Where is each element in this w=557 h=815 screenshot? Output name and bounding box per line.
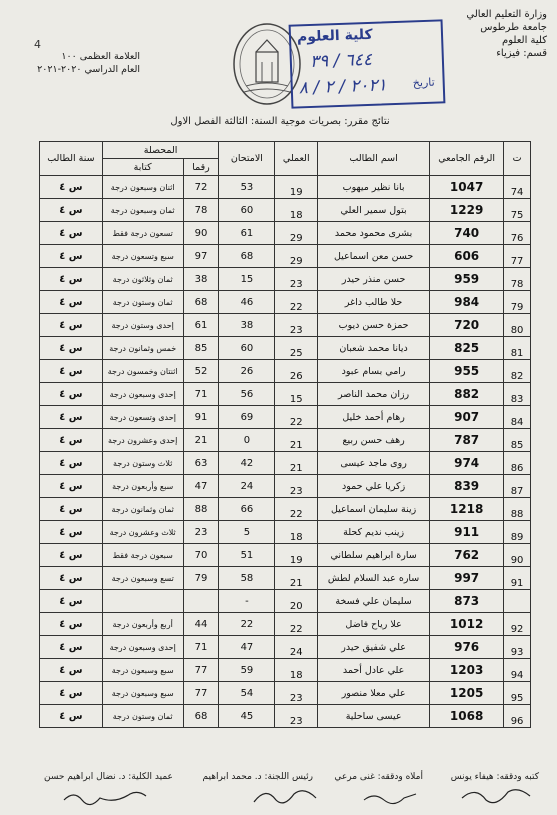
student-year: س ٤ <box>40 590 103 613</box>
academic-year: العام الدراسي ٢٠٢٠-٢٠٢١ <box>37 64 140 75</box>
total-words: ثمان وستون درجة <box>102 291 183 314</box>
practical-mark: 15 <box>275 383 318 406</box>
row-index: 77 <box>504 245 531 268</box>
practical-mark: 23 <box>275 268 318 291</box>
exam-mark: 51 <box>219 544 275 567</box>
university-id: 984 <box>430 291 504 314</box>
table-row <box>40 452 531 475</box>
row-index: 81 <box>504 337 531 360</box>
table-row <box>40 406 531 429</box>
student-name: رهام أحمد خليل <box>318 406 430 429</box>
header-index: ت <box>504 142 531 176</box>
row-index: 84 <box>504 406 531 429</box>
practical-mark: 21 <box>275 429 318 452</box>
university-id: 720 <box>430 314 504 337</box>
total-digits: 71 <box>183 383 219 406</box>
practical-mark: 23 <box>275 705 318 728</box>
table-row <box>40 429 531 452</box>
practical-mark: 29 <box>275 245 318 268</box>
university-id: 911 <box>430 521 504 544</box>
writer-signature-icon <box>456 784 536 810</box>
student-name: زينة سليمان اسماعيل <box>318 498 430 521</box>
results-table <box>39 141 531 728</box>
university-id: 740 <box>430 222 504 245</box>
student-year: س ٤ <box>40 406 103 429</box>
university-id: 974 <box>430 452 504 475</box>
university-id: 606 <box>430 245 504 268</box>
table-row <box>40 521 531 544</box>
row-index: 86 <box>504 452 531 475</box>
registration-stamp <box>289 19 446 108</box>
student-year: س ٤ <box>40 521 103 544</box>
total-digits: 68 <box>183 291 219 314</box>
committee-signature-icon <box>250 784 320 810</box>
header-student-year: سنة الطالب <box>40 142 103 176</box>
exam-mark: 54 <box>219 682 275 705</box>
total-digits: 52 <box>183 360 219 383</box>
student-year: س ٤ <box>40 268 103 291</box>
footer-committee-head: رئيس اللجنة: د. محمد ابراهيم <box>202 772 313 782</box>
practical-mark: 29 <box>275 222 318 245</box>
student-name: زينب نديم كحلة <box>318 521 430 544</box>
footer-written-by: كتبه ودققه: هيفاء يونس <box>450 772 539 782</box>
stamp-title: كلية العلوم <box>296 26 373 46</box>
university-id: 976 <box>430 636 504 659</box>
total-digits: 90 <box>183 222 219 245</box>
student-year: س ٤ <box>40 613 103 636</box>
table-row <box>40 682 531 705</box>
table-row <box>40 475 531 498</box>
student-year: س ٤ <box>40 291 103 314</box>
total-digits: 68 <box>183 705 219 728</box>
student-name: بانا نظير ميهوب <box>318 176 430 199</box>
student-year: س ٤ <box>40 337 103 360</box>
practical-mark: 18 <box>275 659 318 682</box>
exam-mark: 15 <box>219 268 275 291</box>
student-name: ساره عبد السلام لطش <box>318 567 430 590</box>
student-year: س ٤ <box>40 383 103 406</box>
practical-mark: 23 <box>275 314 318 337</box>
practical-mark: 22 <box>275 498 318 521</box>
exam-mark: 58 <box>219 567 275 590</box>
practical-mark: 22 <box>275 291 318 314</box>
row-index: 75 <box>504 199 531 222</box>
student-name: حسن منذر حيدر <box>318 268 430 291</box>
university-id: 907 <box>430 406 504 429</box>
total-digits: 21 <box>183 429 219 452</box>
header-total: المحصلة <box>102 142 219 159</box>
university-id: 825 <box>430 337 504 360</box>
exam-mark: 47 <box>219 636 275 659</box>
practical-mark: 24 <box>275 636 318 659</box>
total-digits <box>183 590 219 613</box>
total-digits: 23 <box>183 521 219 544</box>
practical-mark: 22 <box>275 406 318 429</box>
header-total-digits: رقما <box>183 159 219 176</box>
exam-mark: 60 <box>219 199 275 222</box>
total-words <box>102 590 183 613</box>
exam-mark: 46 <box>219 291 275 314</box>
student-name: رزان محمد الناصر <box>318 383 430 406</box>
student-name: علا رياح فاضل <box>318 613 430 636</box>
total-digits: 79 <box>183 567 219 590</box>
university-id: 762 <box>430 544 504 567</box>
dictated-signature-icon <box>360 788 420 808</box>
table-row <box>40 337 531 360</box>
total-words: إحدى وتسعون درجة <box>102 406 183 429</box>
student-year: س ٤ <box>40 636 103 659</box>
total-digits: 77 <box>183 682 219 705</box>
table-row <box>40 199 531 222</box>
university-id: 1012 <box>430 613 504 636</box>
table-row <box>40 705 531 728</box>
total-words: اثنتان وخمسون درجة <box>102 360 183 383</box>
ministry-name: وزارة التعليم العالي <box>466 9 547 20</box>
student-year: س ٤ <box>40 452 103 475</box>
total-words: إحدى وسبعون درجة <box>102 636 183 659</box>
total-digits: 91 <box>183 406 219 429</box>
university-id: 959 <box>430 268 504 291</box>
exam-mark: 45 <box>219 705 275 728</box>
row-index: 95 <box>504 682 531 705</box>
table-row <box>40 222 531 245</box>
row-index: 89 <box>504 521 531 544</box>
student-name: زكريا علي حمود <box>318 475 430 498</box>
total-words: ثمان وسبعون درجة <box>102 199 183 222</box>
table-row <box>40 176 531 199</box>
university-id: 1068 <box>430 705 504 728</box>
student-name: روى ماجد عيسى <box>318 452 430 475</box>
header-exam: الامتحان <box>219 142 275 176</box>
total-words: خمس وثمانون درجة <box>102 337 183 360</box>
student-year: س ٤ <box>40 544 103 567</box>
practical-mark: 25 <box>275 337 318 360</box>
student-year: س ٤ <box>40 429 103 452</box>
exam-mark: 59 <box>219 659 275 682</box>
header-practical: العملي <box>275 142 318 176</box>
row-index: 83 <box>504 383 531 406</box>
row-index: 85 <box>504 429 531 452</box>
exam-mark: 66 <box>219 498 275 521</box>
exam-mark: 42 <box>219 452 275 475</box>
student-name: علي معلا منصور <box>318 682 430 705</box>
practical-mark: 22 <box>275 613 318 636</box>
row-index: 79 <box>504 291 531 314</box>
exam-mark: 26 <box>219 360 275 383</box>
total-digits: 85 <box>183 337 219 360</box>
stamp-date-label: تاريخ <box>412 75 435 90</box>
row-index: 78 <box>504 268 531 291</box>
student-name: سارة ابراهيم سلطاني <box>318 544 430 567</box>
student-name: رهف حسن ربيع <box>318 429 430 452</box>
header-university-id: الرقم الجامعي <box>430 142 504 176</box>
university-id: 997 <box>430 567 504 590</box>
table-row <box>40 291 531 314</box>
student-name: سليمان علي فسخة <box>318 590 430 613</box>
table-row <box>40 636 531 659</box>
row-index: 82 <box>504 360 531 383</box>
row-index: 74 <box>504 176 531 199</box>
student-name: بتول سمير العلي <box>318 199 430 222</box>
student-name: حمزة حسن ديوب <box>318 314 430 337</box>
exam-mark: 24 <box>219 475 275 498</box>
exam-mark: 56 <box>219 383 275 406</box>
university-id: 1218 <box>430 498 504 521</box>
table-row <box>40 314 531 337</box>
practical-mark: 23 <box>275 682 318 705</box>
student-year: س ٤ <box>40 176 103 199</box>
row-index: 94 <box>504 659 531 682</box>
results-table-body <box>40 176 531 728</box>
practical-mark: 18 <box>275 521 318 544</box>
total-words: سبع وسبعون درجة <box>102 682 183 705</box>
student-name: ديانا محمد شعبان <box>318 337 430 360</box>
total-words: ثمان وثلاثون درجة <box>102 268 183 291</box>
total-words: سبع وأربعون درجة <box>102 475 183 498</box>
total-digits: 71 <box>183 636 219 659</box>
practical-mark: 19 <box>275 544 318 567</box>
student-year: س ٤ <box>40 659 103 682</box>
student-year: س ٤ <box>40 222 103 245</box>
student-name: حسن معن اسماعيل <box>318 245 430 268</box>
row-index: 90 <box>504 544 531 567</box>
total-words: ثلاث وستون درجة <box>102 452 183 475</box>
department-name: قسم: فيزياء <box>496 48 547 59</box>
total-digits: 78 <box>183 199 219 222</box>
max-mark: العلامة العظمى ١٠٠ <box>61 51 140 62</box>
row-index <box>504 590 531 613</box>
page-number: 4 <box>34 38 41 51</box>
exam-mark: 22 <box>219 613 275 636</box>
practical-mark: 21 <box>275 567 318 590</box>
row-index: 80 <box>504 314 531 337</box>
student-name: علي شفيق حيدر <box>318 636 430 659</box>
table-row <box>40 613 531 636</box>
footer-dean: عميد الكلية: د. نضال ابراهيم حسن <box>44 772 173 782</box>
student-year: س ٤ <box>40 567 103 590</box>
row-index: 91 <box>504 567 531 590</box>
student-name: رامي بسام عبود <box>318 360 430 383</box>
university-name: جامعة طرطوس <box>480 22 547 33</box>
total-words: اثنان وسبعون درجة <box>102 176 183 199</box>
total-digits: 97 <box>183 245 219 268</box>
university-id: 1047 <box>430 176 504 199</box>
student-name: حلا طالب داغر <box>318 291 430 314</box>
header-student-name: اسم الطالب <box>318 142 430 176</box>
student-year: س ٤ <box>40 498 103 521</box>
total-words: سبع وسبعون درجة <box>102 659 183 682</box>
row-index: 96 <box>504 705 531 728</box>
faculty-name: كلية العلوم <box>502 35 547 46</box>
student-name: بشرى محمود محمد <box>318 222 430 245</box>
institution-header <box>427 8 547 60</box>
total-words: تسعون درجة فقط <box>102 222 183 245</box>
exam-mark: 5 <box>219 521 275 544</box>
row-index: 88 <box>504 498 531 521</box>
university-id: 1203 <box>430 659 504 682</box>
table-row <box>40 590 531 613</box>
practical-mark: 26 <box>275 360 318 383</box>
total-digits: 77 <box>183 659 219 682</box>
total-digits: 70 <box>183 544 219 567</box>
row-index: 76 <box>504 222 531 245</box>
exam-mark: 38 <box>219 314 275 337</box>
student-year: س ٤ <box>40 245 103 268</box>
practical-mark: 18 <box>275 199 318 222</box>
table-row <box>40 360 531 383</box>
total-words: إحدى وعشرون درجة <box>102 429 183 452</box>
total-words: ثلاث وعشرون درجة <box>102 521 183 544</box>
footer-dictated-by: أملاه ودققه: غنى مرعي <box>334 772 423 782</box>
total-digits: 61 <box>183 314 219 337</box>
row-index: 92 <box>504 613 531 636</box>
student-name: علي عادل أحمد <box>318 659 430 682</box>
table-row <box>40 659 531 682</box>
university-id: 955 <box>430 360 504 383</box>
total-digits: 63 <box>183 452 219 475</box>
university-id: 839 <box>430 475 504 498</box>
total-words: إحدى وستون درجة <box>102 314 183 337</box>
exam-mark: 68 <box>219 245 275 268</box>
student-year: س ٤ <box>40 475 103 498</box>
total-digits: 88 <box>183 498 219 521</box>
exam-mark: 69 <box>219 406 275 429</box>
university-id: 882 <box>430 383 504 406</box>
practical-mark: 21 <box>275 452 318 475</box>
university-id: 787 <box>430 429 504 452</box>
total-digits: 38 <box>183 268 219 291</box>
stamp-date: ٢٠٢١ / ٢ / ٨ <box>298 75 388 99</box>
total-words: سبع وتسعون درجة <box>102 245 183 268</box>
row-index: 93 <box>504 636 531 659</box>
exam-mark: 61 <box>219 222 275 245</box>
table-row <box>40 268 531 291</box>
course-caption: نتائج مقرر: بصريات موجية السنة: الثالثة الفصل الاول <box>170 116 390 127</box>
dean-signature-icon <box>60 786 150 808</box>
table-row <box>40 544 531 567</box>
total-words: تسع وسبعون درجة <box>102 567 183 590</box>
header-total-words: كتابة <box>102 159 183 176</box>
university-id: 1229 <box>430 199 504 222</box>
table-row <box>40 498 531 521</box>
practical-mark: 20 <box>275 590 318 613</box>
table-row <box>40 567 531 590</box>
total-digits: 72 <box>183 176 219 199</box>
exam-mark: - <box>219 590 275 613</box>
exam-mark: 53 <box>219 176 275 199</box>
total-words: ثمان وثمانون درجة <box>102 498 183 521</box>
student-year: س ٤ <box>40 360 103 383</box>
total-words: ثمان وستون درجة <box>102 705 183 728</box>
stamp-number: ٦٤٤ / ٣٩ <box>309 49 373 72</box>
student-year: س ٤ <box>40 314 103 337</box>
university-id: 1205 <box>430 682 504 705</box>
practical-mark: 23 <box>275 475 318 498</box>
practical-mark: 19 <box>275 176 318 199</box>
row-index: 87 <box>504 475 531 498</box>
table-row <box>40 383 531 406</box>
student-year: س ٤ <box>40 682 103 705</box>
total-words: سبعون درجة فقط <box>102 544 183 567</box>
student-name: عيسى ساحلية <box>318 705 430 728</box>
table-row <box>40 245 531 268</box>
student-year: س ٤ <box>40 199 103 222</box>
total-digits: 47 <box>183 475 219 498</box>
university-id: 873 <box>430 590 504 613</box>
exam-mark: 0 <box>219 429 275 452</box>
exam-info <box>30 50 140 76</box>
student-year: س ٤ <box>40 705 103 728</box>
total-words: إحدى وسبعون درجة <box>102 383 183 406</box>
exam-mark: 60 <box>219 337 275 360</box>
total-words: أربع وأربعون درجة <box>102 613 183 636</box>
total-digits: 44 <box>183 613 219 636</box>
